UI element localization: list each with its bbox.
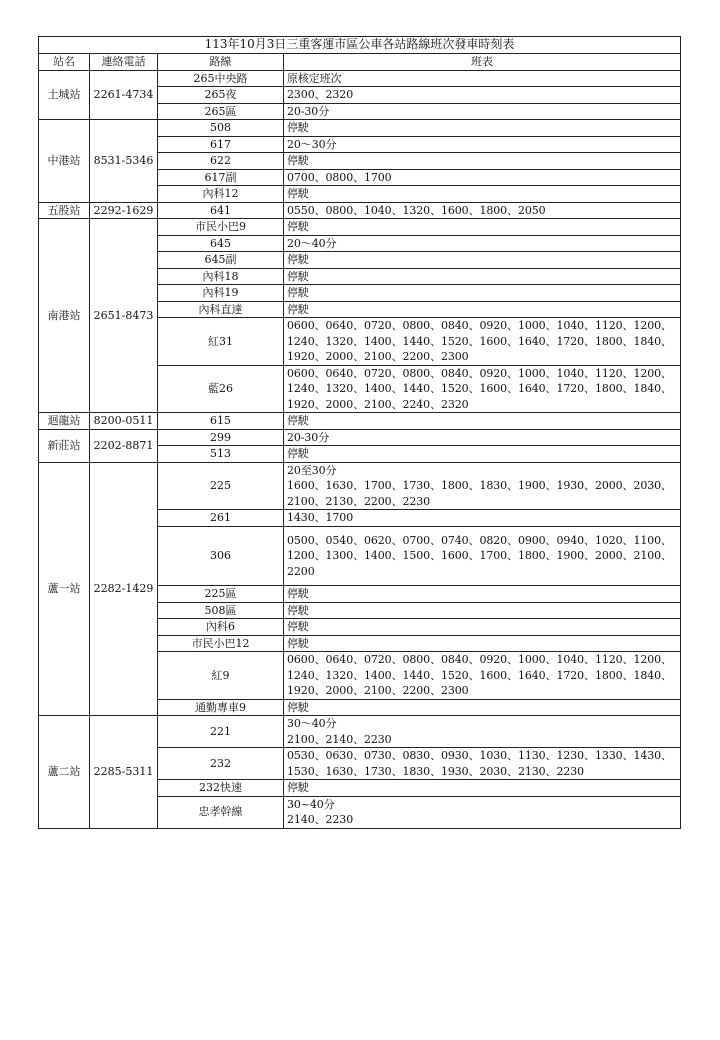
route-schedule: 停駛: [284, 252, 681, 269]
route-schedule: 停駛: [284, 413, 681, 430]
timetable: [38, 36, 681, 829]
route-name: 508: [158, 120, 284, 137]
station-phone: 2282-1429: [90, 462, 158, 716]
route-name: 306: [158, 526, 284, 586]
route-schedule: 2300、2320: [284, 87, 681, 104]
route-schedule: 1430、1700: [284, 510, 681, 527]
route-schedule: 停駛: [284, 285, 681, 302]
route-name: 225: [158, 462, 284, 510]
route-schedule: 停駛: [284, 699, 681, 716]
route-schedule: 0600、0640、0720、0800、0840、0920、1000、1040、1120、1200、 1240、1320、1400、1440、1520、1600、1640、1720、1800、1840、 1920、2000、2100、2240、2320: [284, 365, 681, 413]
route-name: 265夜: [158, 87, 284, 104]
station-phone: 8200-0511: [90, 413, 158, 430]
route-schedule: 0700、0800、1700: [284, 169, 681, 186]
route-schedule: 30～40分 2100、2140、2230: [284, 716, 681, 748]
table-row: [39, 429, 681, 446]
station-phone: 2261-4734: [90, 70, 158, 120]
route-schedule: 停駛: [284, 780, 681, 797]
route-name: 299: [158, 429, 284, 446]
timetable-sheet: [38, 36, 680, 829]
table-row: [39, 219, 681, 236]
route-schedule: 20-30分: [284, 429, 681, 446]
route-name: 市民小巴12: [158, 635, 284, 652]
route-schedule: 停駛: [284, 120, 681, 137]
table-row: [39, 70, 681, 87]
route-name: 265區: [158, 103, 284, 120]
route-schedule: 20～40分: [284, 235, 681, 252]
route-name: 645: [158, 235, 284, 252]
route-schedule: 0530、0630、0730、0830、0930、1030、1130、1230、1330、1430、 1530、1630、1730、1830、1930、2030、2130、2230: [284, 748, 681, 780]
header-station: 站名: [39, 54, 90, 71]
route-name: 紅31: [158, 318, 284, 366]
route-name: 513: [158, 446, 284, 463]
route-name: 221: [158, 716, 284, 748]
station-name: 蘆一站: [39, 462, 90, 716]
timetable-body: [39, 70, 681, 828]
route-name: 通勤專車9: [158, 699, 284, 716]
route-name: 617: [158, 136, 284, 153]
header-route: 路線: [158, 54, 284, 71]
table-row: [39, 120, 681, 137]
header-phone: 連絡電話: [90, 54, 158, 71]
route-schedule: 0600、0640、0720、0800、0840、0920、1000、1040、1120、1200、 1240、1320、1400、1440、1520、1600、1640、1720、1800、1840、 1920、2000、2100、2200、2300: [284, 318, 681, 366]
route-schedule: 20～30分: [284, 136, 681, 153]
route-name: 225區: [158, 586, 284, 603]
station-phone: 2292-1629: [90, 202, 158, 219]
station-name: 迴龍站: [39, 413, 90, 430]
station-name: 南港站: [39, 219, 90, 413]
route-schedule: 停駛: [284, 619, 681, 636]
route-schedule: 停駛: [284, 635, 681, 652]
route-schedule: 原核定班次: [284, 70, 681, 87]
route-schedule: 20至30分 1600、1630、1700、1730、1800、1830、1900、1930、2000、2030、 2100、2130、2200、2230: [284, 462, 681, 510]
route-schedule: 停駛: [284, 153, 681, 170]
route-schedule: 停駛: [284, 586, 681, 603]
station-phone: 2651-8473: [90, 219, 158, 413]
route-name: 261: [158, 510, 284, 527]
route-name: 265中央路: [158, 70, 284, 87]
route-schedule: 停駛: [284, 186, 681, 203]
station-name: 五股站: [39, 202, 90, 219]
route-name: 508區: [158, 602, 284, 619]
route-schedule: 20-30分: [284, 103, 681, 120]
route-name: 232快速: [158, 780, 284, 797]
route-name: 忠孝幹線: [158, 796, 284, 828]
station-name: 新莊站: [39, 429, 90, 462]
route-schedule: 停駛: [284, 268, 681, 285]
route-name: 藍26: [158, 365, 284, 413]
route-schedule: 0500、0540、0620、0700、0740、0820、0900、0940、1020、1100、 1200、1300、1400、1500、1600、1700、1800、1900、2000、2100、2200: [284, 526, 681, 586]
route-name: 622: [158, 153, 284, 170]
route-name: 641: [158, 202, 284, 219]
route-name: 內科12: [158, 186, 284, 203]
route-name: 內科6: [158, 619, 284, 636]
table-title: 113年10月3日三重客運市區公車各站路線班次發車時刻表: [39, 37, 681, 54]
table-row: [39, 716, 681, 748]
station-name: 蘆二站: [39, 716, 90, 829]
route-name: 內科18: [158, 268, 284, 285]
route-name: 市民小巴9: [158, 219, 284, 236]
route-schedule: 停駛: [284, 219, 681, 236]
route-schedule: 停駛: [284, 602, 681, 619]
station-phone: 2202-8871: [90, 429, 158, 462]
route-schedule: 0600、0640、0720、0800、0840、0920、1000、1040、1120、1200、 1240、1320、1400、1440、1520、1600、1640、1720、1800、1840、 1920、2000、2100、2200、2300: [284, 652, 681, 700]
route-name: 617副: [158, 169, 284, 186]
route-schedule: 停駛: [284, 301, 681, 318]
table-row: [39, 202, 681, 219]
station-phone: 2285-5311: [90, 716, 158, 829]
station-name: 土城站: [39, 70, 90, 120]
route-schedule: 0550、0800、1040、1320、1600、1800、2050: [284, 202, 681, 219]
route-schedule: 30~40分 2140、2230: [284, 796, 681, 828]
route-name: 615: [158, 413, 284, 430]
route-schedule: 停駛: [284, 446, 681, 463]
route-name: 內科19: [158, 285, 284, 302]
route-name: 內科直達: [158, 301, 284, 318]
station-phone: 8531-5346: [90, 120, 158, 203]
route-name: 645副: [158, 252, 284, 269]
table-row: [39, 413, 681, 430]
table-row: [39, 462, 681, 510]
route-name: 紅9: [158, 652, 284, 700]
header-schedule: 班表: [284, 54, 681, 71]
station-name: 中港站: [39, 120, 90, 203]
route-name: 232: [158, 748, 284, 780]
